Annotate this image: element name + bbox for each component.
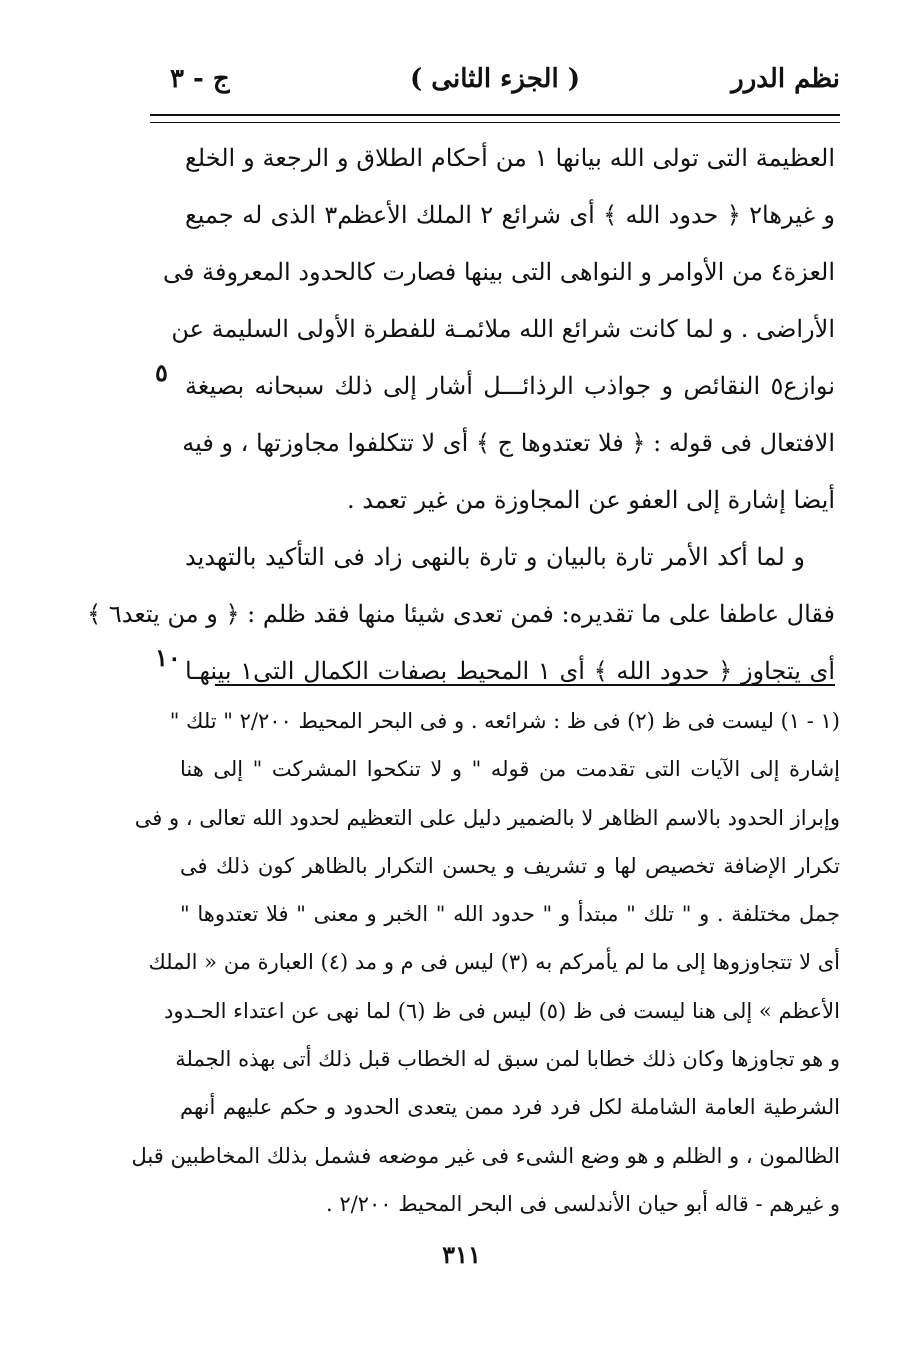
footnote-line: إشارة إلى الآيات التى تقدمت من قوله " و لا تنكحوا المشركت " إلى هنا bbox=[180, 757, 840, 782]
text-line: نوازع٥ النقائص و جواذب الرذائـــل أشار إلى ذلك سبحانه بصيغة bbox=[185, 372, 835, 400]
volume-number: ج - ٣ bbox=[170, 64, 230, 94]
footnote-line: أى لا تتجاوزوها إلى ما لم يأمركم به (٣) ليس فى م و مد (٤) العبارة من « الملك bbox=[148, 950, 840, 975]
text-line: أى يتجاوز ﴿ حدود الله ﴾ أى ١ المحيط بصفات الكمال التى١ بينهـا bbox=[185, 657, 836, 685]
text-line: الافتعال فى قوله : ﴿ فلا تعتدوها ج ﴾ أى لا تتكلفوا مجاوزتها ، و فيه bbox=[182, 429, 835, 457]
footnotes bbox=[131, 697, 840, 1228]
footnote-line: (١ - ١) ليست فى ظ (٢) فى ظ : شرائعه . و فى البحر المحيط ٢/٢٠٠ " تلك " bbox=[169, 709, 840, 733]
footnote-line: الشرطية العامة الشاملة لكل فرد فرد ممن يتعدى الحدود و حكم عليهم أنهم bbox=[180, 1095, 840, 1120]
line-number-5: ٥ bbox=[155, 358, 168, 387]
page-number: ٣١١ bbox=[442, 1240, 481, 1269]
footnote-line: جمل مختلفة . و " تلك " مبتدأ و " حدود الله " الخبر و معنى " فلا تعتدوها " bbox=[180, 902, 840, 927]
text-line: العظيمة التى تولى الله بيانها ١ من أحكام الطلاق و الرجعة و الخلع bbox=[185, 144, 836, 172]
footnote-line: و هو تجاوزها وكان ذلك خطابا لمن سبق له الخطاب قبل ذلك أتى بهذه الجملة bbox=[175, 1047, 840, 1072]
text-line: و لما أكد الأمر تارة بالبيان و تارة بالنهى زاد فى التأكيد بالتهديد bbox=[185, 543, 805, 571]
footnote-line: الأعظم » إلى هنا ليست فى ظ (٥) ليس فى ظ (٦) لما نهى عن اعتداء الحـدود bbox=[164, 998, 840, 1023]
footnote-line: الظالمون ، و الظلم و هو وضع الشىء فى غير موضعه فشمل بذلك المخاطبين قبل bbox=[131, 1143, 840, 1168]
text-line: الأراضى . و لما كانت شرائع الله ملائمـة للفطرة الأولى السليمة عن bbox=[171, 315, 835, 343]
header-double-rule bbox=[150, 114, 840, 123]
text-line: و غيرها٢ ﴿ حدود الله ﴾ أى شرائع ٢ الملك الأعظم٣ الذى له جميع bbox=[185, 201, 835, 229]
text-line: العزة٤ من الأوامر و النواهى التى بينها فصارت كالحدود المعروفة فى bbox=[163, 258, 835, 286]
footnote-line: تكرار الإضافة تخصيص لها و تشريف و يحسن التكرار بالظاهر كون ذلك فى bbox=[180, 853, 840, 878]
footnote-line: و غيرهم - قاله أبو حيان الأندلسى فى البحر المحيط ٢/٢٠٠ . bbox=[325, 1191, 840, 1216]
text-line: فقال عاطفا على ما تقديره: فمن تعدى شيئا منها فقد ظلم : ﴿ و من يتعد٦ ﴾ bbox=[87, 600, 835, 628]
footnote-separator bbox=[215, 684, 835, 686]
running-header bbox=[150, 60, 840, 110]
book-title: نظم الدرر bbox=[731, 64, 840, 94]
footnote-line: وإبراز الحدود بالاسم الظاهر لا بالضمير دليل على التعظيم لحدود الله تعالى ، و فى bbox=[134, 805, 840, 830]
line-number-10: ١٠ bbox=[155, 643, 181, 672]
text-line: أيضا إشارة إلى العفو عن المجاوزة من غير تعمد . bbox=[347, 486, 835, 514]
part-title: ( الجزء الثانى ) bbox=[409, 64, 581, 94]
